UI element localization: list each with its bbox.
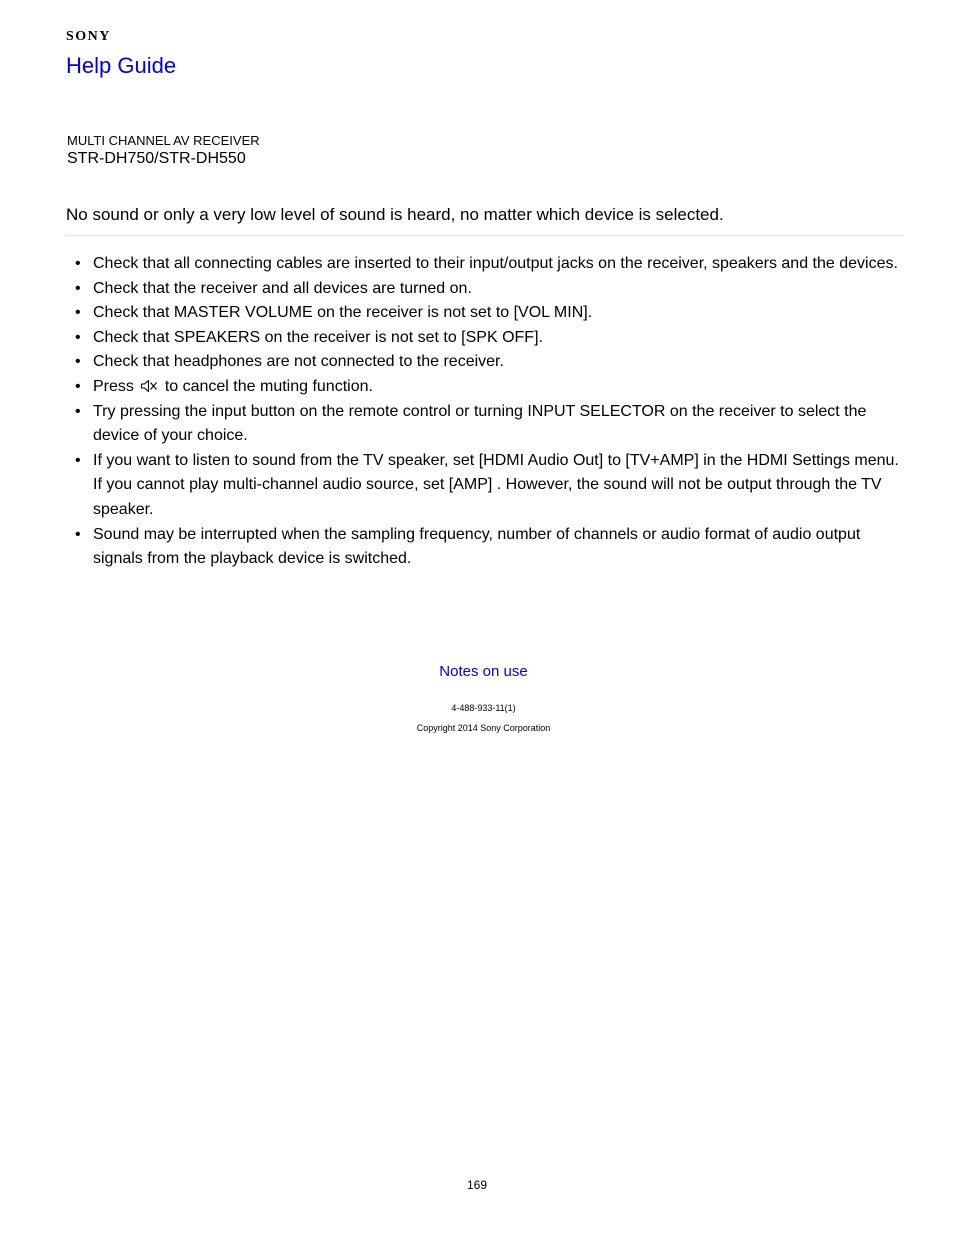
list-item xyxy=(66,350,904,375)
page-number: 169 xyxy=(466,1178,488,1192)
title-divider xyxy=(66,235,904,236)
muting-icon xyxy=(140,379,158,393)
list-item xyxy=(66,326,904,351)
product-category: MULTI CHANNEL AV RECEIVER xyxy=(67,133,260,148)
bullet-dot: • xyxy=(75,279,81,297)
bullet-dot: • xyxy=(75,328,81,346)
list-item-text: Check that SPEAKERS on the receiver is not set to [SPK OFF]. xyxy=(93,328,543,346)
list-item xyxy=(66,252,904,277)
troubleshooting-list xyxy=(66,252,904,572)
list-item xyxy=(66,523,904,572)
bullet-dot: • xyxy=(75,525,81,543)
bullet-dot: • xyxy=(75,377,81,395)
sony-logo: SONY xyxy=(66,29,111,44)
bullet-dot: • xyxy=(75,353,81,371)
bullet-dot: • xyxy=(75,304,81,322)
list-item-text: Check that the receiver and all devices are turned on. xyxy=(93,279,472,297)
copyright-notice: Copyright 2014 Sony Corporation xyxy=(416,723,551,733)
list-item-text: Try pressing the input button on the remote control or turning INPUT SELECTOR on the receiver to select the device of your choice. xyxy=(93,402,867,445)
bullet-dot: • xyxy=(75,402,81,420)
document-id: 4-488-933-11(1) xyxy=(451,703,516,713)
list-item-text: If you want to listen to sound from the TV speaker, set [HDMI Audio Out] to [TV+AMP] in the HDMI Settings menu. If you cannot play multi-channel audio source, set [AMP] . However, the sound will not be output through the TV speaker. xyxy=(93,451,899,518)
list-item-text: Check that headphones are not connected to the receiver. xyxy=(93,353,504,371)
bullet-dot: • xyxy=(75,451,81,469)
model-name: STR-DH750/STR-DH550 xyxy=(67,150,246,167)
help-guide-link[interactable]: Help Guide xyxy=(66,53,177,78)
list-item-text: Sound may be interrupted when the sampling frequency, number of channels or audio format of audio output signals from the playback device is switched. xyxy=(93,525,861,568)
list-item-text: Check that MASTER VOLUME on the receiver is not set to [VOL MIN]. xyxy=(93,304,593,322)
list-item xyxy=(66,301,904,326)
notes-on-use-link[interactable]: Notes on use xyxy=(439,663,528,680)
list-item-text-after: to cancel the muting function. xyxy=(164,377,373,395)
list-item xyxy=(66,449,904,523)
list-item xyxy=(66,400,904,449)
bullet-dot: • xyxy=(75,255,81,272)
topic-title: No sound or only a very low level of sound is heard, no matter which device is selected. xyxy=(66,205,724,224)
list-item xyxy=(66,277,904,302)
list-item-text: Check that all connecting cables are inserted to their input/output jacks on the receiver, speakers and the devices. xyxy=(93,255,898,272)
list-item-text-before: Press xyxy=(93,377,134,395)
list-item xyxy=(66,375,904,400)
